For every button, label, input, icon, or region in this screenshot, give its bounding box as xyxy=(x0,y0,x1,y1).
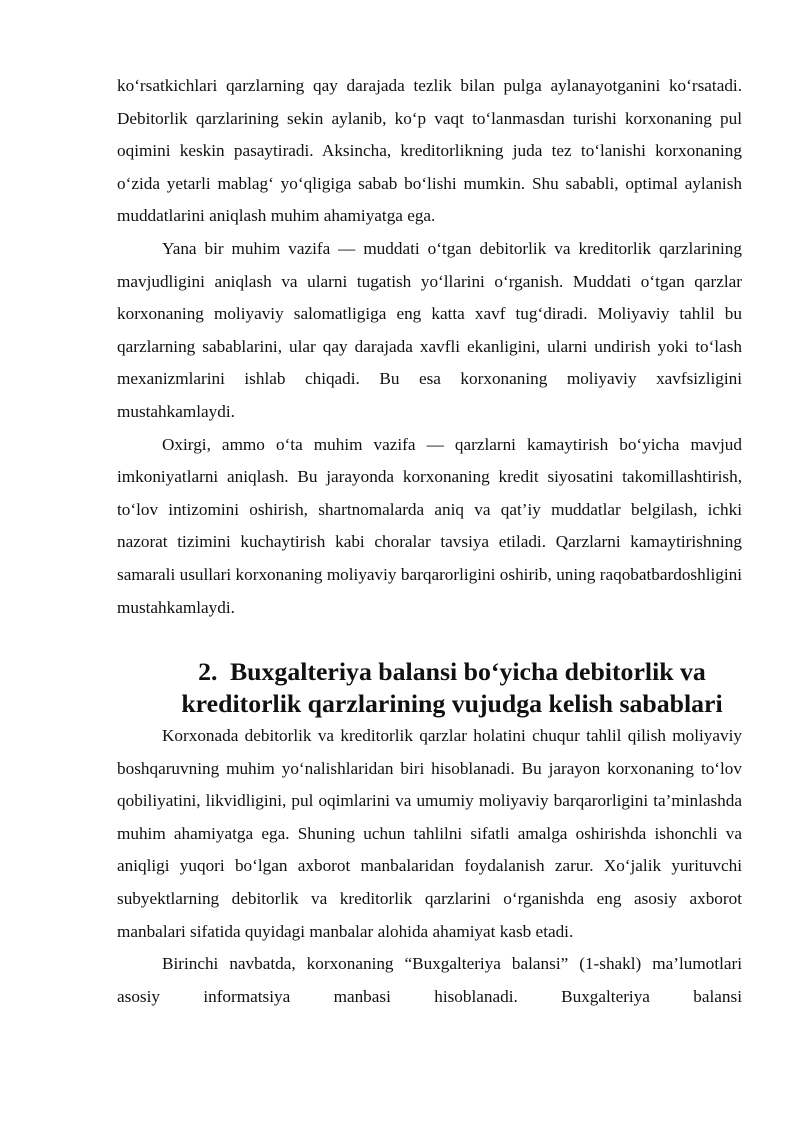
section-spacer xyxy=(117,624,742,656)
section-number: 2. xyxy=(198,657,218,687)
paragraph-muddati-otgan-qarzlar: Yana bir muhim vazifa — muddati o‘tgan debitorlik va kreditorlik qarzlarining mavjudligini aniqlash va ularni tugatish yo‘llarini o‘rganish. Muddati o‘tgan qarzlar korxonaning moliyaviy salomatligiga eng katta xavf tug‘diradi. Moliyaviy tahlil bu qarzlarning sabablarini, ular qay darajada xavfli ekanligini, ularni undirish yoki to‘lash mexanizmlarini ishlab chiqadi. Bu esa korxonaning moliyaviy xavfsizligini mustahkamlaydi. xyxy=(117,238,742,421)
paragraph-buxgalteriya-balansi: Birinchi navbatda, korxonaning “Buxgalteriya balansi” (1-shakl) ma’lumotlari asosiy informatsiya manbasi hisoblanadi. Buxgalteriya balansi xyxy=(117,954,742,1006)
paragraph-aylanish-muddatlari: ko‘rsatkichlari qarzlarning qay darajada tezlik bilan pulga aylanayotganini ko‘rsatadi. Debitorlik qarzlarining sekin aylanib, ko‘p vaqt to‘lanmasdan turishi korxonaning pul oqimini keskin pasaytiradi. Aksincha, kreditorlikning juda tez to‘lanishi korxonaning o‘zida yetarli mablag‘ yo‘qligiga sabab bo‘lishi mumkin. Shu sababli, optimal aylanish muddatlarini aniqlash muhim ahamiyatga ega. xyxy=(117,76,742,226)
document-page xyxy=(117,70,742,1013)
section-title: Buxgalteriya balansi bo‘yicha debitorlik va kreditorlik qarzlarining vujudga kelish sabablari xyxy=(181,657,723,719)
section-heading xyxy=(117,656,742,720)
paragraph-axborot-manbalari: Korxonada debitorlik va kreditorlik qarzlar holatini chuqur tahlil qilish moliyaviy boshqaruvning muhim yo‘nalishlaridan biri hisoblanadi. Bu jarayon korxonaning to‘lov qobiliyatini, likvidligini, pul oqimlarini va umumiy moliyaviy barqarorligini ta’minlashda muhim ahamiyatga ega. Shuning uchun tahlilni sifatli amalga oshirishda ishonchli va aniqligi yuqori bo‘lgan axborot manbalaridan foydalanish zarur. Xo‘jalik yurituvchi subyektlarning debitorlik va kreditorlik qarzlarini o‘rganishda eng asosiy axborot manbalari sifatida quyidagi manbalar alohida ahamiyat kasb etadi. xyxy=(117,726,742,941)
paragraph-qarzlarni-kamaytirish: Oxirgi, ammo o‘ta muhim vazifa — qarzlarni kamaytirish bo‘yicha mavjud imkoniyatlarni aniqlash. Bu jarayonda korxonaning kredit siyosatini takomillashtirish, to‘lov intizomini oshirish, shartnomalarda aniq va qat’iy muddatlar belgilash, ichki nazorat tizimini kuchaytirish kabi choralar tavsiya etiladi. Qarzlarni kamaytirishning samarali usullari korxonaning moliyaviy barqarorligini oshirib, uning raqobatbardoshligini mustahkamlaydi. xyxy=(117,434,742,617)
